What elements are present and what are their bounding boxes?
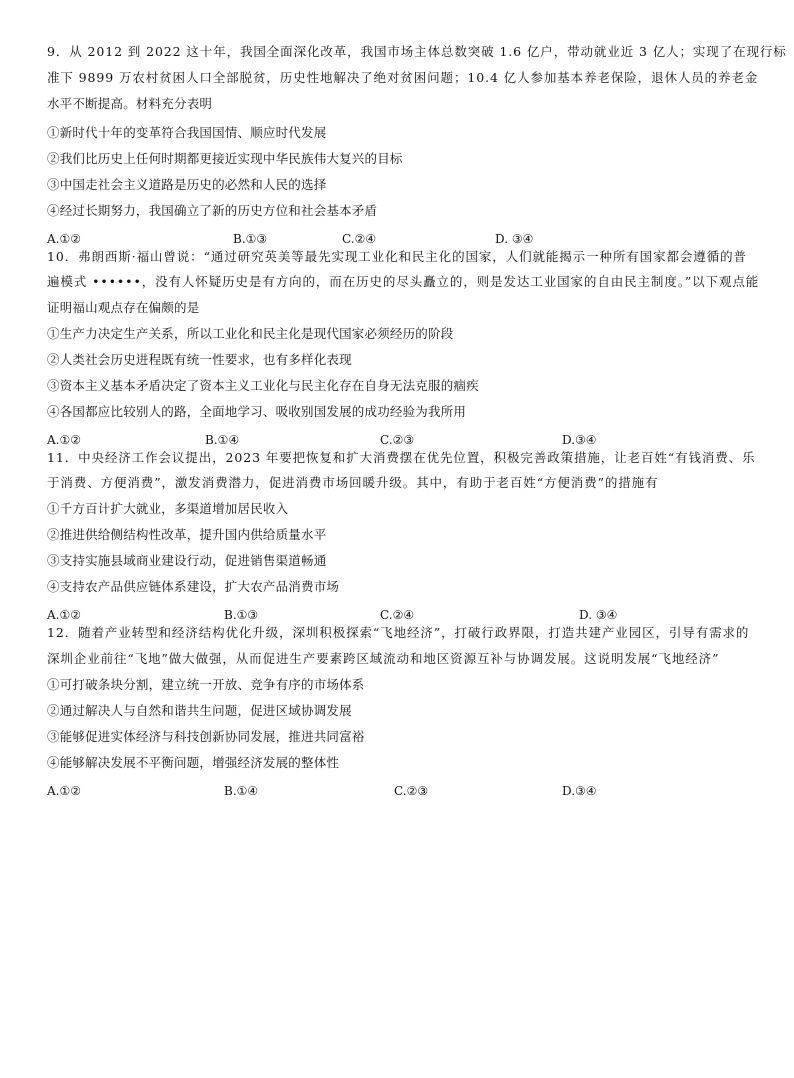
q12-option-c[interactable]: C.②③ — [394, 784, 429, 798]
q12-item-4: ④能够解决发展不平衡问题，增强经济发展的整体性 — [47, 755, 340, 770]
q9-stem-line-2: 准下 9899 万农村贫困人口全部脱贫，历史性地解决了绝对贫困问题；10.4 亿人参加基本养老保险，退休人员的养老金 — [47, 70, 759, 85]
q9-item-1: ①新时代十年的变革符合我国国情、顺应时代发展 — [47, 125, 327, 140]
q11-item-1: ①千方百计扩大就业，多渠道增加居民收入 — [47, 501, 289, 516]
q9-stem-line-1: 9．从 2012 到 2022 这十年，我国全面深化改革，我国市场主体总数突破 1.6 亿户，带动就业近 3 亿人；实现了在现行标 — [47, 44, 787, 59]
q10-item-4: ④各国都应比较别人的路，全面地学习、吸收别国发展的成功经验为我所用 — [47, 404, 467, 419]
q9-stem-line-3: 水平不断提高。材料充分表明 — [47, 96, 213, 111]
q10-stem-line-3: 证明福山观点存在偏颇的是 — [47, 300, 200, 315]
q10-item-2: ②人类社会历史进程既有统一性要求，也有多样化表现 — [47, 352, 352, 367]
q10-item-3: ③资本主义基本矛盾决定了资本主义工业化与民主化存在自身无法克服的痼疾 — [47, 378, 479, 393]
q11-option-b[interactable]: B.①③ — [224, 608, 259, 622]
q9-option-c[interactable]: C.②④ — [342, 232, 377, 246]
q12-item-2: ②通过解决人与自然和谐共生问题，促进区域协调发展 — [47, 703, 352, 718]
q10-item-1: ①生产力决定生产关系，所以工业化和民主化是现代国家必须经历的阶段 — [47, 326, 454, 341]
q10-option-a[interactable]: A.①② — [47, 433, 81, 447]
q10-stem-line-2: 遍模式 ••••••，没有人怀疑历史是有方向的，而在历史的尽头矗立的，则是发达工业国家的自由民主制度。”以下观点能 — [47, 274, 760, 289]
q12-item-3: ③能够促进实体经济与科技创新协同发展，推进共同富裕 — [47, 729, 365, 744]
q12-stem-line-2: 深圳企业前往“飞地”做大做强，从而促进生产要素跨区域流动和地区资源互补与协调发展。这说明发展“飞地经济” — [47, 651, 720, 666]
q9-options — [47, 230, 747, 248]
q11-item-4: ④支持农产品供应链体系建设，扩大农产品消费市场 — [47, 579, 340, 594]
q12-options — [47, 782, 747, 800]
q11-option-c[interactable]: C.②④ — [380, 608, 415, 622]
q10-option-b[interactable]: B.①④ — [205, 433, 240, 447]
q12-option-b[interactable]: B.①④ — [224, 784, 259, 798]
q10-option-c[interactable]: C.②③ — [380, 433, 415, 447]
q10-option-d[interactable]: D.③④ — [562, 433, 597, 447]
q9-item-2: ②我们比历史上任何时期都更接近实现中华民族伟大复兴的目标 — [47, 151, 403, 166]
q12-item-1: ①可打破条块分割，建立统一开放、竞争有序的市场体系 — [47, 677, 365, 692]
q10-options — [47, 431, 747, 449]
q12-option-d[interactable]: D.③④ — [562, 784, 597, 798]
q9-item-3: ③中国走社会主义道路是历史的必然和人民的选择 — [47, 177, 327, 192]
q12-option-a[interactable]: A.①② — [47, 784, 81, 798]
q11-options — [47, 606, 747, 624]
q9-option-b[interactable]: B.①③ — [233, 232, 268, 246]
q9-option-d[interactable]: D. ③④ — [495, 232, 534, 246]
q9-item-4: ④经过长期努力，我国确立了新的历史方位和社会基本矛盾 — [47, 203, 378, 218]
q11-item-3: ③支持实施县域商业建设行动，促进销售渠道畅通 — [47, 553, 327, 568]
q11-item-2: ②推进供给侧结构性改革，提升国内供给质量水平 — [47, 527, 327, 542]
q9-option-a[interactable]: A.①② — [47, 232, 81, 246]
q11-stem-line-2: 于消费、方便消费”，激发消费潜力，促进消费市场回暖升级。其中，有助于老百姓“方便消费”的措施有 — [47, 475, 659, 490]
q11-option-d[interactable]: D. ③④ — [579, 608, 618, 622]
q12-stem-line-1: 12．随着产业转型和经济结构优化升级，深圳积极探索“飞地经济”，打破行政界限，打造共建产业园区，引导有需求的 — [47, 625, 750, 640]
q11-stem-line-1: 11．中央经济工作会议提出，2023 年要把恢复和扩大消费摆在优先位置，积极完善政策措施，让老百姓“有钱消费、乐 — [47, 450, 756, 465]
q10-stem-line-1: 10．弗朗西斯·福山曾说：“通过研究英美等最先实现工业化和民主化的国家，人们就能揭示一种所有国家都会遵循的普 — [47, 249, 747, 264]
q11-option-a[interactable]: A.①② — [47, 608, 81, 622]
